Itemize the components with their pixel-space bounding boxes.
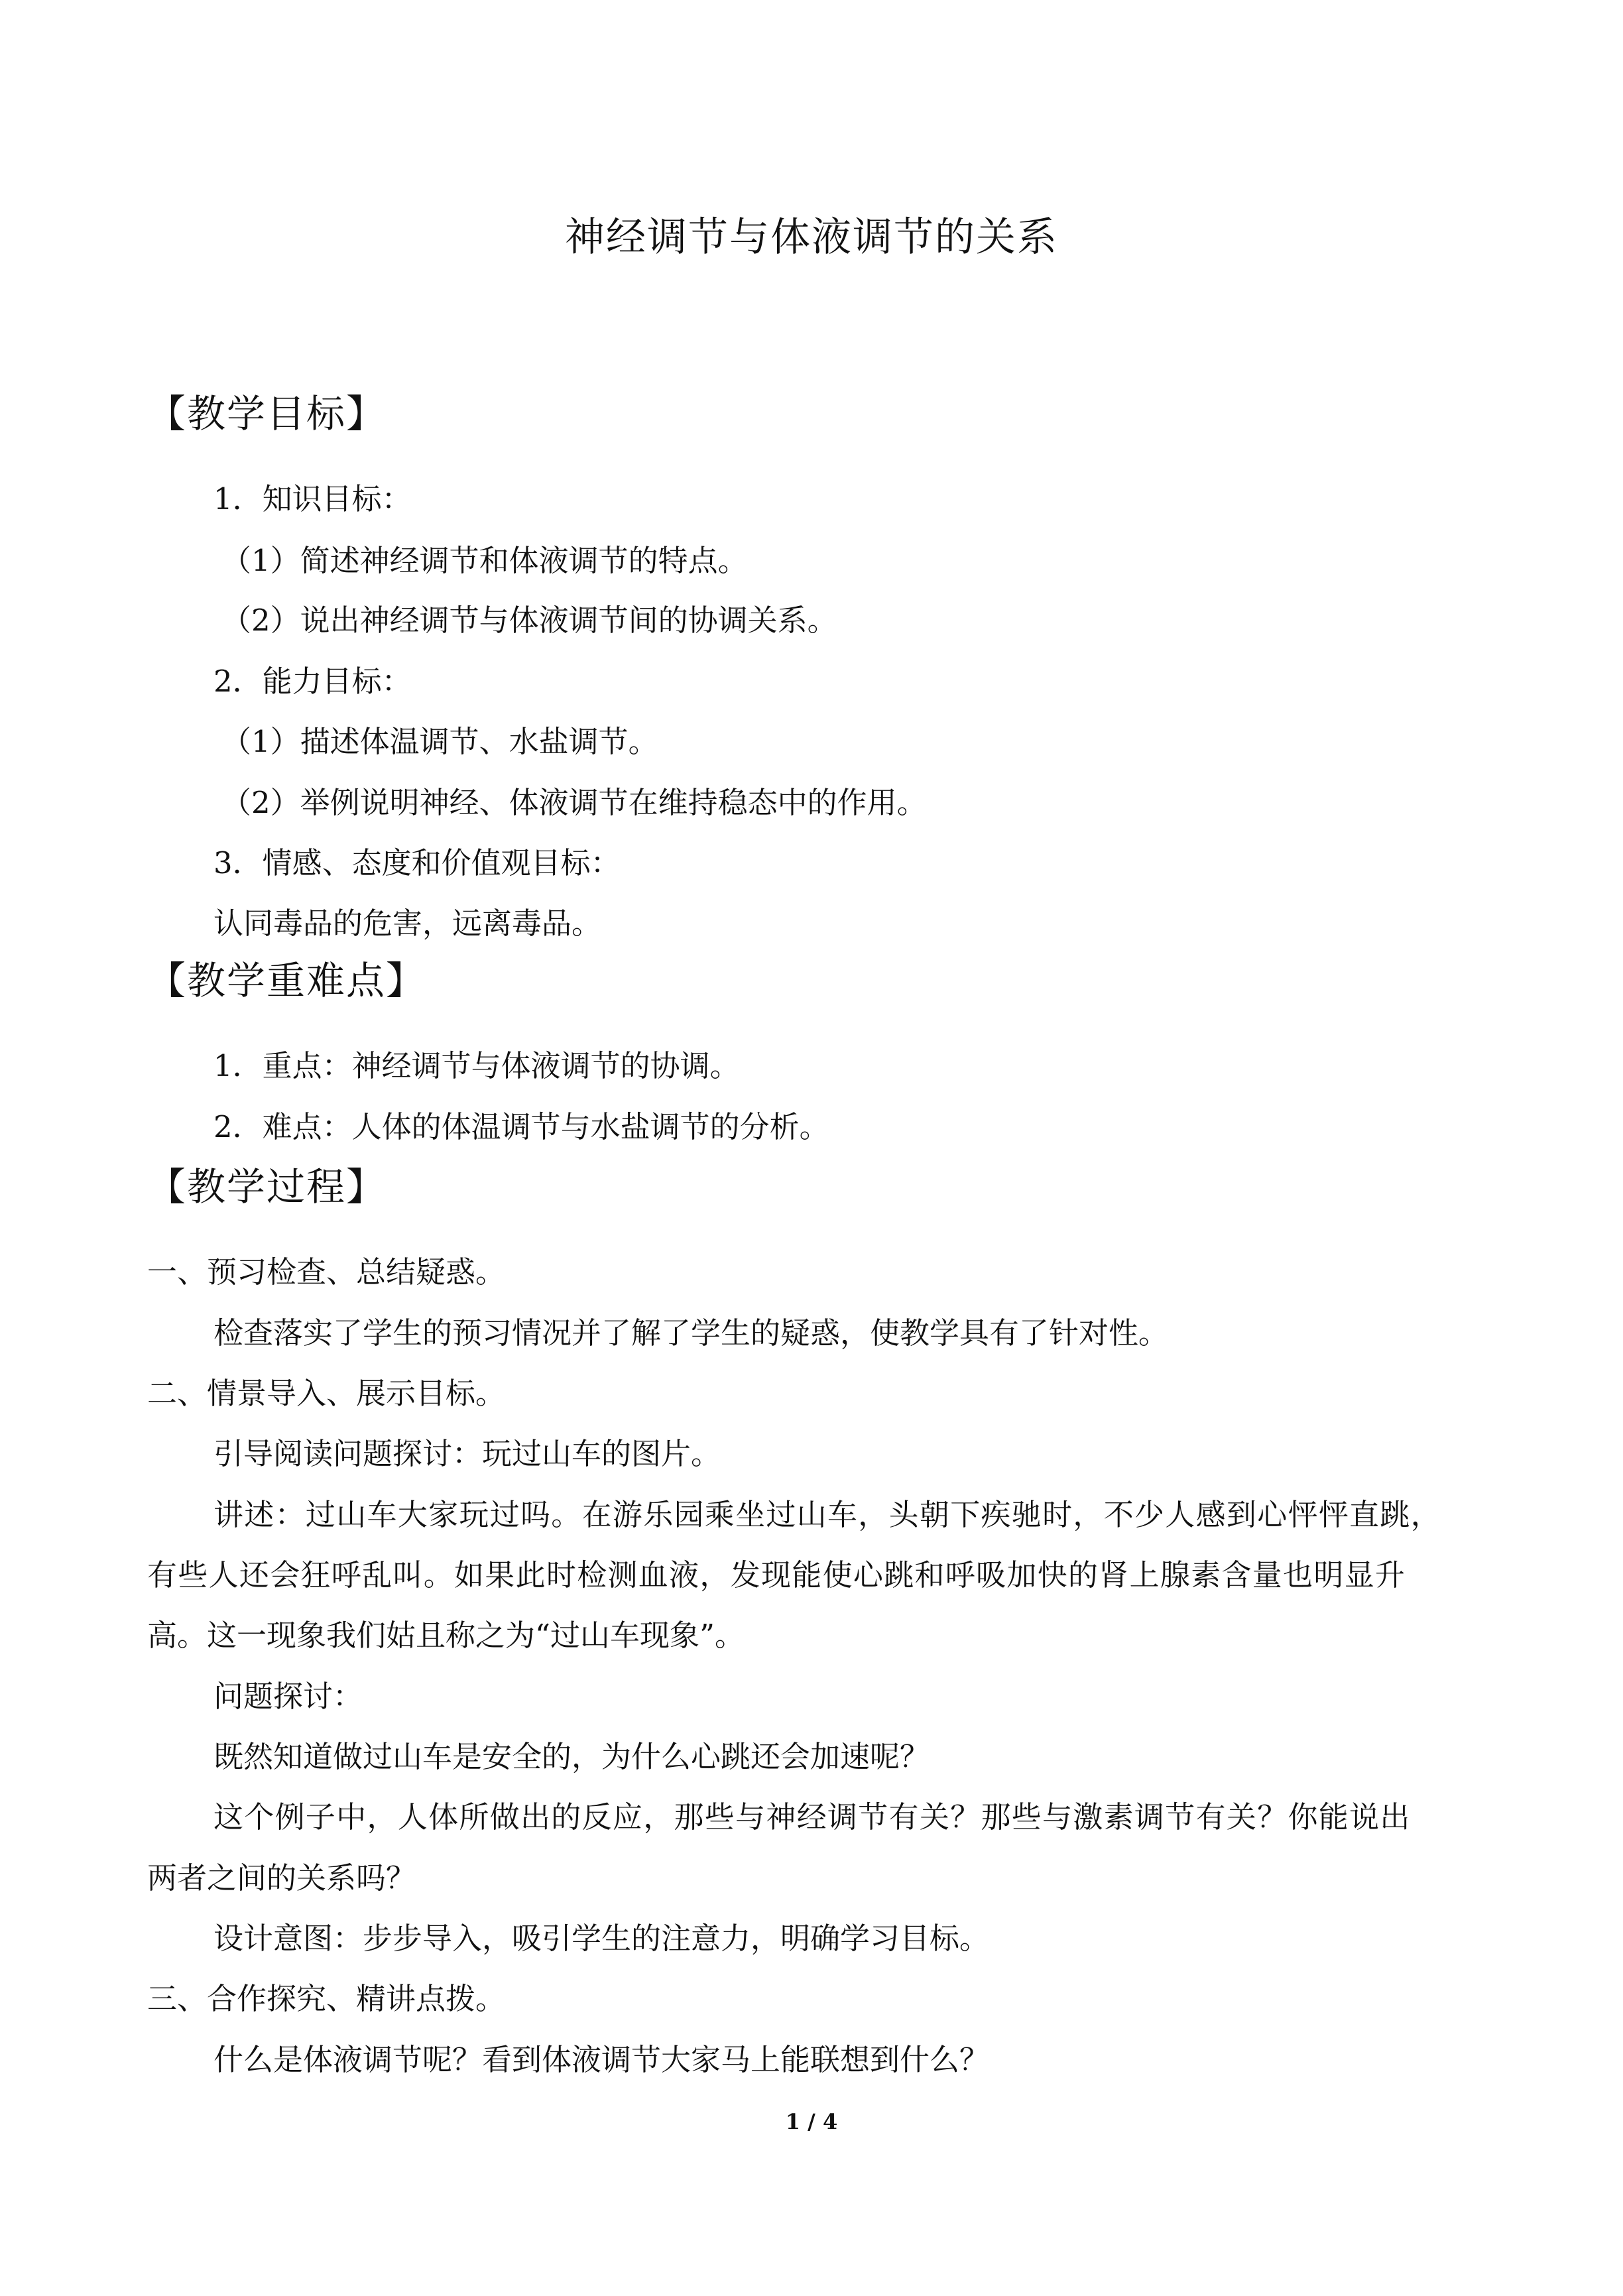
objective-line: 1．知识目标： <box>213 481 412 516</box>
process-line: 高。这一现象我们姑且称之为“过山车现象”。 <box>147 1618 745 1653</box>
process-line: 这个例子中，人体所做出的反应，那些与神经调节有关？那些与激素调节有关？你能说出 <box>213 1799 1411 1835</box>
objective-line: （2）说出神经调节与体液调节间的协调关系。 <box>221 603 837 638</box>
page-number: 1 / 4 <box>785 2109 838 2134</box>
process-line: 一、预习检查、总结疑惑。 <box>147 1254 506 1290</box>
key-point-line: 1．重点：神经调节与体液调节的协调。 <box>213 1048 740 1083</box>
process-line: 讲述：过山车大家玩过吗。在游乐园乘坐过山车，头朝下疾驰时，不少人感到心怦怦直跳， <box>213 1497 1442 1532</box>
process-line: 两者之间的关系吗？ <box>147 1860 416 1896</box>
process-line: 二、情景导入、展示目标。 <box>147 1376 506 1411</box>
process-line: 什么是体液调节呢？看到体液调节大家马上能联想到什么？ <box>213 2042 990 2077</box>
process-line: 三、合作探究、精讲点拨。 <box>147 1981 506 2016</box>
process-line: 既然知道做过山车是安全的，为什么心跳还会加速呢？ <box>213 1739 930 1774</box>
process-line: 有些人还会狂呼乱叫。如果此时检测血液，发现能使心跳和呼吸加快的肾上腺素含量也明显升 <box>147 1557 1406 1593</box>
objective-line: （1）简述神经调节和体液调节的特点。 <box>221 543 748 578</box>
objective-line: 认同毒品的危害，远离毒品。 <box>213 906 602 941</box>
document-title: 神经调节与体液调节的关系 <box>565 214 1058 261</box>
objective-line: （2）举例说明神经、体液调节在维持稳态中的作用。 <box>221 785 927 820</box>
process-line: 设计意图：步步导入，吸引学生的注意力，明确学习目标。 <box>213 1921 990 1956</box>
key-point-line: 2．难点：人体的体温调节与水盐调节的分析。 <box>213 1109 829 1144</box>
process-line: 引导阅读问题探讨：玩过山车的图片。 <box>213 1436 721 1471</box>
objective-line: 3．情感、态度和价值观目标： <box>213 845 621 880</box>
process-line: 检查落实了学生的预习情况并了解了学生的疑惑，使教学具有了针对性。 <box>213 1315 1169 1351</box>
section-heading-key-points: 【教学重难点】 <box>147 958 426 1003</box>
objective-line: 2．能力目标： <box>213 664 412 699</box>
objective-line: （1）描述体温调节、水盐调节。 <box>221 724 658 759</box>
section-heading-process: 【教学过程】 <box>147 1164 387 1209</box>
section-heading-objectives: 【教学目标】 <box>147 391 387 436</box>
process-line: 问题探讨： <box>213 1679 363 1714</box>
